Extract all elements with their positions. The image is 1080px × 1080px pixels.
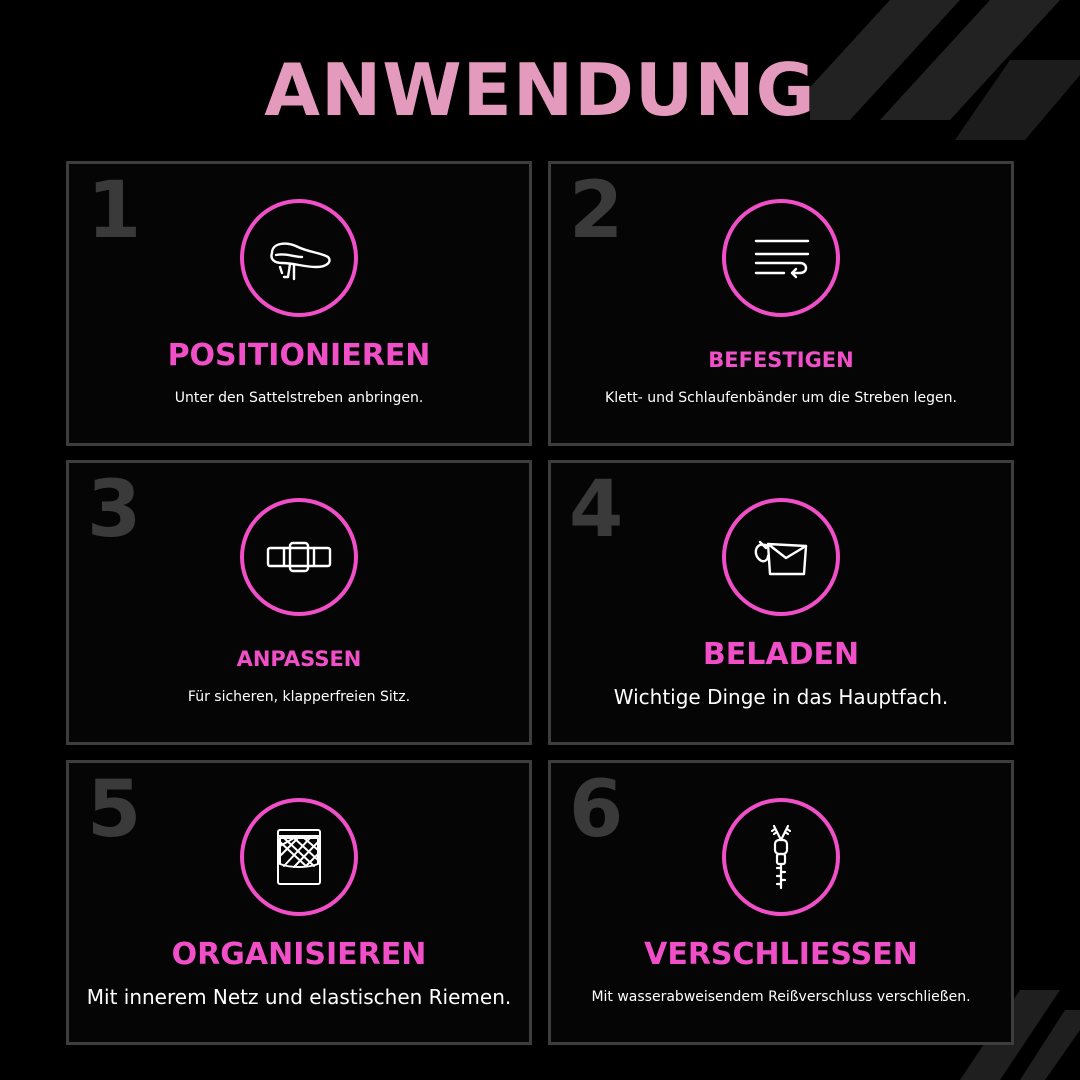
- step-heading: VERSCHLIESSEN: [644, 937, 918, 972]
- saddle-icon: [240, 199, 358, 317]
- step-heading: ANPASSEN: [236, 647, 362, 671]
- step-description: Mit innerem Netz und elastischen Riemen.: [86, 985, 512, 1009]
- step-number: 6: [569, 765, 624, 855]
- step-number: 5: [87, 765, 142, 855]
- step-description: Mit wasserabweisendem Reißverschluss verschließen.: [591, 989, 971, 1005]
- step-heading: BELADEN: [702, 637, 860, 672]
- step-heading: POSITIONIEREN: [167, 338, 431, 373]
- step-number: 2: [569, 166, 624, 256]
- step-card-4: [548, 460, 1014, 745]
- step-card-3: [66, 460, 532, 745]
- step-heading: ORGANISIEREN: [171, 937, 427, 972]
- step-number: 1: [87, 166, 142, 256]
- step-card-2: [548, 161, 1014, 446]
- mesh-pocket-icon: [240, 798, 358, 916]
- step-description: Wichtige Dinge in das Hauptfach.: [613, 685, 949, 709]
- wrap-strap-icon: [722, 199, 840, 317]
- step-card-6: [548, 760, 1014, 1045]
- step-heading: BEFESTIGEN: [708, 348, 854, 372]
- step-card-5: [66, 760, 532, 1045]
- pouch-icon: [722, 498, 840, 616]
- step-description: Unter den Sattelstreben anbringen.: [174, 390, 424, 406]
- step-number: 4: [569, 465, 624, 555]
- step-number: 3: [87, 465, 142, 555]
- step-description: Klett- und Schlaufenbänder um die Streben legen.: [605, 390, 957, 406]
- step-description: Für sicheren, klapperfreien Sitz.: [187, 689, 411, 705]
- step-card-1: [66, 161, 532, 446]
- zipper-icon: [722, 798, 840, 916]
- page-title: ANWENDUNG: [264, 48, 816, 132]
- buckle-strap-icon: [240, 498, 358, 616]
